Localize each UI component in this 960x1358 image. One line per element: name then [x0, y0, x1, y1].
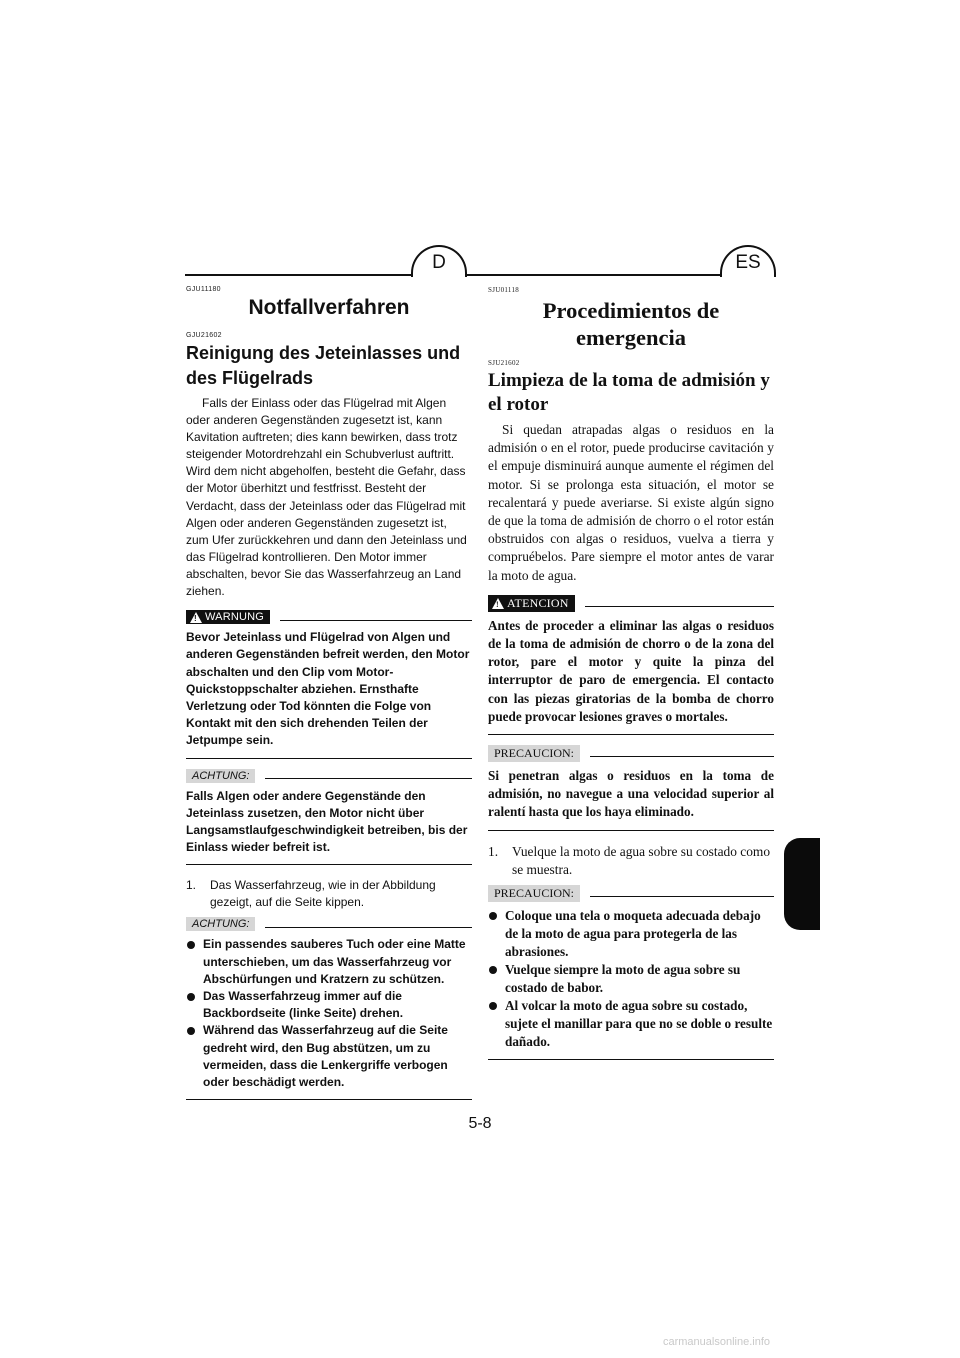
list-item: Vuelque siempre la moto de agua sobre su costado de babor.	[488, 961, 774, 997]
section-code: GJU11180	[186, 286, 221, 293]
language-tab-es: ES	[720, 245, 776, 277]
list-item: Das Wasserfahrzeug immer auf die Backbordseite (linke Seite) drehen.	[186, 988, 472, 1022]
warning-text: Antes de proceder a eliminar las algas o residuos de la toma de admisión de chorro o de la zona del rotor, pare el motor y quite la pinza del interruptor de paro de emergencia. El contacto con las piezas giratorias de la bomba de chorro puede provocar lesiones graves o mortales.	[488, 617, 774, 724]
list-item: Coloque una tela o moqueta adecuada debajo de la moto de agua para protegerla de las abrasiones.	[488, 907, 774, 961]
step-item	[186, 877, 472, 911]
notice-end-rule	[488, 1059, 774, 1060]
notice-end-rule	[186, 864, 472, 865]
language-tab-d: D	[411, 245, 467, 277]
warning-label: ATENCION	[507, 595, 569, 610]
section-code: SJU01118	[488, 286, 520, 294]
watermark: carmanualsonline.info	[662, 1336, 770, 1348]
warning-label: WARNUNG	[205, 611, 265, 624]
list-item: Ein passendes sauberes Tuch oder eine Matte unterschieben, um das Wasserfahrzeug vor Abschürfungen und Kratzern zu schützen.	[186, 936, 472, 988]
caution-badge: PRECAUCION:	[488, 885, 580, 902]
notice-rule	[265, 927, 472, 928]
step-number: 1.	[186, 878, 197, 893]
caution-badge: ACHTUNG:	[186, 917, 255, 931]
page-number: 5-8	[468, 1115, 492, 1132]
subsection-heading: Reinigung des Jeteinlasses und des Flügelrads	[186, 343, 461, 388]
step-text: Vuelque la moto de agua sobre su costado como se muestra.	[512, 843, 771, 877]
bullet-icon	[187, 941, 195, 949]
warning-text: Bevor Jeteinlass und Flügelrad von Algen und anderen Gegenständen befreit werden, den Motor abschalten und den Clip vom Motor-Quickstoppschalter abziehen. Ernsthafte Verletzung oder Tod könnten die Folge von Kontakt mit den sich drehenden Teilen der Jetpumpe sein.	[186, 630, 470, 748]
warning-badge	[186, 610, 270, 624]
notice-rule	[280, 620, 472, 621]
notice-rule	[585, 606, 774, 607]
notice-end-rule	[488, 830, 774, 831]
body-paragraph: Si quedan atrapadas algas o residuos en la admisión o en el rotor, puede producirse cavitación y el empuje disminuirá aunque aumente el régimen del motor. Si se prolonga esta situación, el motor se recalentará y puede averiarse. Si existe algún signo de que la toma de admisión de chorro o el rotor están obstruidos con algas o residuos, vuelva a tierra y compruébelos. Pare siempre el motor antes de varar la moto de agua.	[488, 422, 774, 583]
step-item	[488, 843, 774, 879]
step-text: Das Wasserfahrzeug, wie in der Abbildung gezeigt, auf die Seite kippen.	[210, 878, 436, 910]
step-number: 1.	[488, 843, 499, 859]
notice-end-rule	[186, 1099, 472, 1100]
notice-end-rule	[488, 734, 774, 735]
warning-triangle-icon: !	[190, 612, 202, 623]
caution-text: Si penetran algas o residuos en la toma de admisión, no navegue a una velocidad superior al ralentí hasta que los haya eliminado.	[488, 768, 774, 820]
warning-badge	[488, 595, 575, 612]
body-paragraph: Falls der Einlass oder das Flügelrad mit Algen oder anderen Gegenständen zugesetzt ist, kann Kavitation auftreten; dies kann bewirken, dass trotz steigender Motordrehzahl ein Schubverlust auftritt. Wird dem nicht abgeholfen, besteht die Gefahr, dass der Motor überhitzt und festfrisst. Besteht der Verdacht, dass der Jeteinlass oder das Flügelrad mit Algen oder anderen Gegenständen zugesetzt ist, zum Ufer zurückkehren und dann den Jeteinlass und das Flügelrad kontrollieren. Den Motor immer abschalten, bevor Sie das Wasserfahrzeug an Land ziehen.	[186, 396, 467, 599]
chapter-thumb-tab	[784, 838, 820, 930]
bullet-icon	[489, 966, 497, 974]
subsection-code: SJU21602	[488, 359, 520, 367]
notice-rule	[590, 896, 774, 897]
notice-rule	[590, 756, 774, 757]
list-item: Während das Wasserfahrzeug auf die Seite gedreht wird, den Bug abstützen, um zu vermeiden, dass die Lenkergriffe verbogen oder beschädigt werden.	[186, 1022, 472, 1091]
caution-box	[488, 745, 774, 831]
caution-box-2	[488, 885, 774, 1061]
bullet-icon	[187, 1027, 195, 1035]
bullet-icon	[489, 1002, 497, 1010]
header-rule	[185, 274, 775, 276]
notice-end-rule	[186, 758, 472, 759]
caution-text: Falls Algen oder andere Gegenstände den Jeteinlass zusetzen, den Motor nicht über Langsamstlaufgeschwindigkeit betreiben, bis der Einlass wieder befreit ist.	[186, 788, 468, 855]
column-german	[186, 286, 472, 1100]
caution-badge: ACHTUNG:	[186, 769, 255, 783]
caution-box	[186, 769, 472, 866]
bullet-icon	[187, 993, 195, 1001]
warning-triangle-icon: !	[492, 598, 504, 609]
notice-rule	[265, 778, 472, 779]
caution-badge: PRECAUCION:	[488, 745, 580, 762]
column-spanish	[488, 286, 774, 1060]
caution-box-2	[186, 917, 472, 1100]
caution-bullet-list	[186, 936, 472, 1091]
section-title: Notfallverfahren	[248, 296, 410, 319]
warning-box	[488, 595, 774, 735]
caution-bullet-list	[488, 907, 774, 1052]
bullet-icon	[489, 912, 497, 920]
list-item: Al volcar la moto de agua sobre su costado, sujete el manillar para que no se doble o resulte dañado.	[488, 997, 774, 1051]
subsection-code: GJU21602	[186, 332, 222, 339]
section-title: Procedimientos de emergencia	[542, 298, 720, 350]
warning-box	[186, 610, 472, 758]
subsection-heading: Limpieza de la toma de admisión y el rotor	[488, 370, 770, 415]
